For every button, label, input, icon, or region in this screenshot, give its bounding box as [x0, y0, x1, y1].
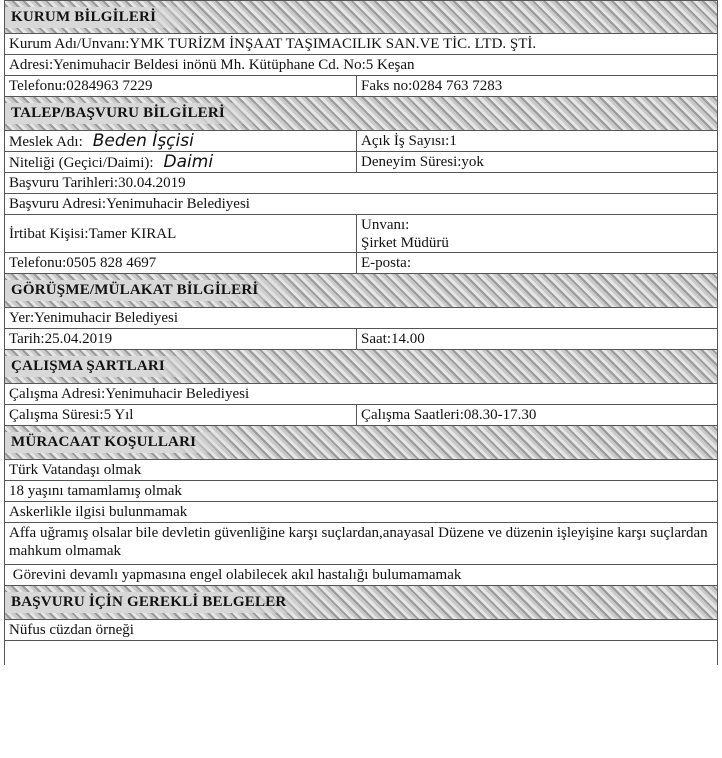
kurum-adres-row: Adresi:Yenimuhacir Beldesi inönü Mh. Kütüphane Cd. No:5 Keşan: [4, 55, 718, 76]
deneyim-suresi: Deneyim Süresi:yok: [361, 154, 484, 170]
kurum-faks: Faks no:0284 763 7283: [361, 78, 503, 94]
gorusme-saat: Saat:14.00: [361, 331, 425, 347]
calisma-saatleri: Çalışma Saatleri:08.30-17.30: [361, 407, 537, 423]
list-item: Affa uğramış olsalar bile devletin güvenliğine karşı suçlardan,anayasal Düzene ve düzenin işleyişine karşı suçlardan mahkum olmamak: [4, 523, 718, 565]
talep-eposta: E-posta:: [361, 255, 411, 271]
meslek-label: Meslek Adı:: [9, 134, 83, 150]
meslek-row: [4, 131, 718, 152]
kurum-telefon-row: [4, 76, 718, 97]
job-posting-form: [4, 0, 718, 665]
meslek-handwritten: Beden İşçisi: [92, 131, 194, 151]
basvuru-tarih-row: Başvuru Tarihleri:30.04.2019: [4, 173, 718, 194]
list-item: Nüfus cüzdan örneği: [4, 620, 718, 641]
section-header-muracaat: MÜRACAAT KOŞULLARI: [4, 426, 718, 460]
gorusme-yer-row: Yer:Yenimuhacir Belediyesi: [4, 308, 718, 329]
talep-telefon: Telefonu:0505 828 4697: [5, 253, 357, 273]
nitelik-label: Niteliği (Geçici/Daimi):: [9, 155, 154, 171]
list-item: Askerlikle ilgisi bulunmamak: [4, 502, 718, 523]
unvan-label: Unvanı:: [361, 217, 410, 233]
calisma-adres-row: Çalışma Adresi:Yenimuhacir Belediyesi: [4, 384, 718, 405]
empty-row: [4, 641, 718, 665]
section-header-talep: TALEP/BAŞVURU BİLGİLERİ: [4, 97, 718, 131]
nitelik-handwritten: Daimi: [163, 152, 214, 172]
list-item: 18 yaşını tamamlamış olmak: [4, 481, 718, 502]
unvan-value: Şirket Müdürü: [361, 235, 449, 251]
section-header-calisma: ÇALIŞMA ŞARTLARI: [4, 350, 718, 384]
kurum-adi-row: Kurum Adı/Unvanı:YMK TURİZM İNŞAAT TAŞIMACILIK SAN.VE TİC. LTD. ŞTİ.: [4, 34, 718, 55]
irtibat-kisisi: İrtibat Kişisi:Tamer KIRAL: [5, 215, 357, 252]
nitelik-row: [4, 152, 718, 173]
section-header-kurum: KURUM BİLGİLERİ: [4, 0, 718, 34]
list-item: Görevini devamlı yapmasına engel olabilecek akıl hastalığı bulumamamak: [4, 565, 718, 586]
list-item: Türk Vatandaşı olmak: [4, 460, 718, 481]
basvuru-adres-row: Başvuru Adresi:Yenimuhacir Belediyesi: [4, 194, 718, 215]
gorusme-tarih-row: [4, 329, 718, 350]
section-header-belgeler: BAŞVURU İÇİN GEREKLİ BELGELER: [4, 586, 718, 620]
calisma-suresi: Çalışma Süresi:5 Yıl: [5, 405, 357, 425]
irtibat-row: [4, 215, 718, 253]
section-header-gorusme: GÖRÜŞME/MÜLAKAT BİLGİLERİ: [4, 274, 718, 308]
kurum-telefon: Telefonu:0284963 7229: [5, 76, 357, 96]
gorusme-tarih: Tarih:25.04.2019: [5, 329, 357, 349]
talep-telefon-row: [4, 253, 718, 274]
acik-is-sayisi: Açık İş Sayısı:1: [361, 133, 457, 149]
calisma-sure-row: [4, 405, 718, 426]
